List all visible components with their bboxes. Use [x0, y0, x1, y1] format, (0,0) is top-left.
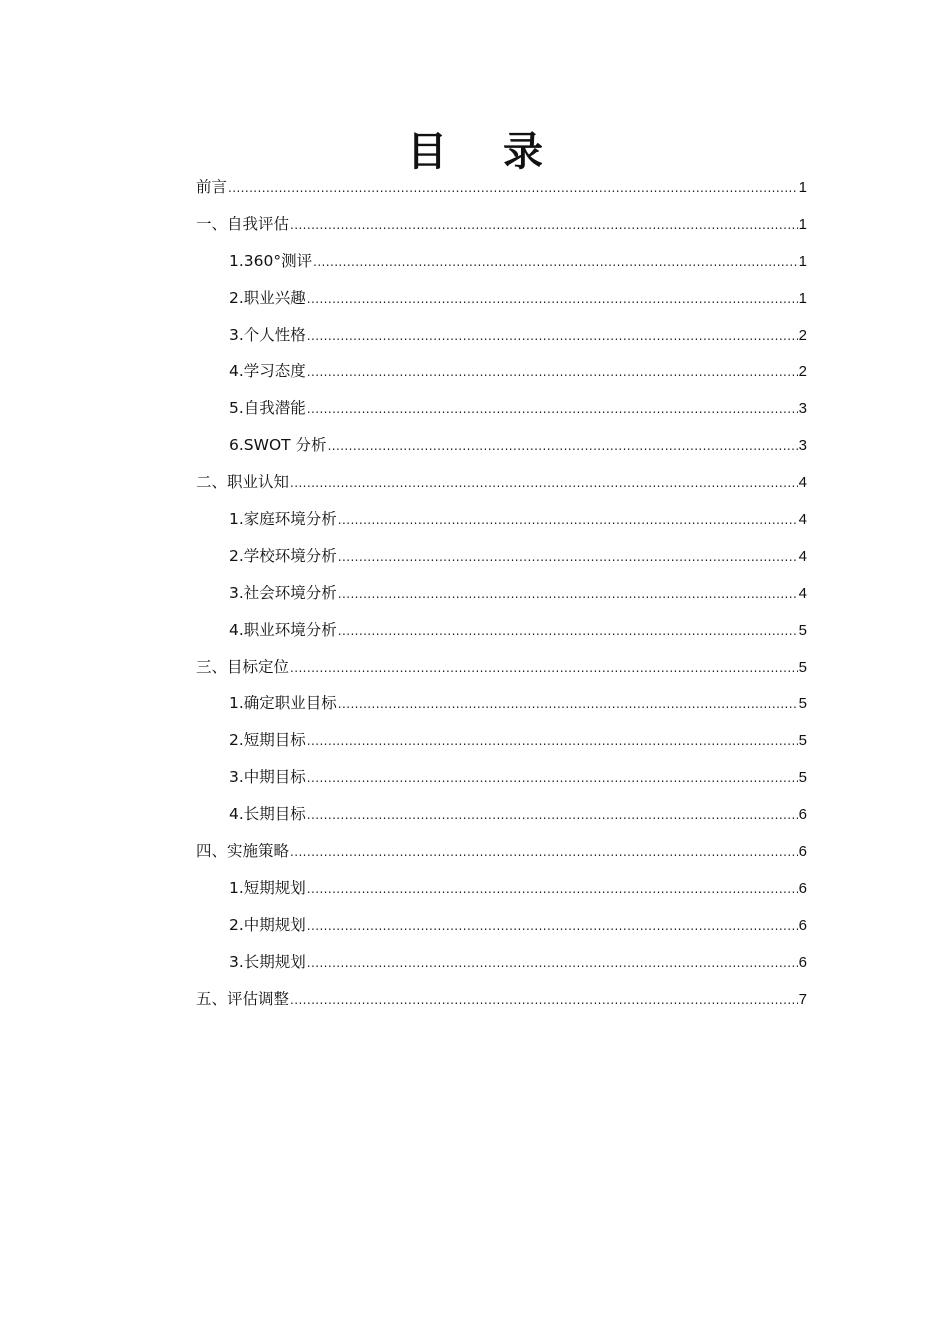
toc-dot-leader — [290, 467, 798, 499]
toc-entry-page-number: 1 — [798, 289, 807, 307]
toc-entry-section[interactable] — [196, 171, 807, 208]
toc-entry-page-number: 6 — [798, 843, 807, 861]
toc-entry-page-number: 5 — [798, 621, 807, 639]
toc-dot-leader — [328, 430, 798, 462]
toc-entry-label: 2.学校环境分析 — [229, 546, 337, 565]
toc-entry-page-number: 6 — [798, 879, 807, 897]
toc-entry-subsection[interactable] — [196, 872, 807, 909]
toc-entry-label: 前言 — [196, 178, 228, 196]
toc-entry-page-number: 5 — [798, 769, 807, 787]
toc-dot-leader — [307, 910, 798, 942]
toc-entry-page-number: 2 — [798, 363, 807, 381]
toc-entry-subsection[interactable] — [196, 946, 807, 983]
toc-list — [196, 171, 807, 1019]
toc-title-char-1: 目 — [407, 128, 447, 175]
toc-dot-leader — [338, 504, 798, 536]
toc-entry-label: 1.家庭环境分析 — [229, 510, 337, 529]
toc-dot-leader — [290, 984, 798, 1016]
toc-entry-label: 1.确定职业目标 — [229, 694, 337, 713]
toc-entry-label: 1.360°测评 — [229, 251, 313, 270]
toc-entry-page-number: 5 — [798, 732, 807, 750]
toc-entry-label: 2.短期目标 — [229, 731, 306, 750]
toc-entry-section[interactable] — [196, 835, 807, 872]
toc-dot-leader — [307, 725, 798, 757]
toc-title-char-2: 录 — [503, 128, 543, 175]
toc-entry-page-number: 4 — [798, 474, 807, 492]
toc-entry-label: 一、自我评估 — [196, 214, 290, 233]
toc-entry-label: 3.社会环境分析 — [229, 583, 337, 602]
toc-entry-section[interactable] — [196, 466, 807, 503]
toc-dot-leader — [307, 873, 798, 905]
toc-entry-page-number: 6 — [798, 806, 807, 824]
toc-dot-leader — [338, 541, 798, 573]
toc-dot-leader — [338, 615, 798, 647]
toc-dot-leader — [307, 762, 798, 794]
toc-entry-subsection[interactable] — [196, 429, 807, 466]
toc-entry-label: 2.中期规划 — [229, 915, 306, 934]
toc-dot-leader — [338, 688, 798, 720]
toc-entry-page-number: 1 — [798, 252, 807, 270]
toc-entry-page-number: 7 — [798, 990, 807, 1008]
toc-entry-label: 3.中期目标 — [229, 768, 306, 787]
toc-entry-subsection[interactable] — [196, 540, 807, 577]
toc-entry-page-number: 3 — [798, 437, 807, 455]
toc-entry-page-number: 5 — [798, 695, 807, 713]
toc-dot-leader — [307, 393, 798, 425]
toc-entry-section[interactable] — [196, 208, 807, 245]
toc-entry-page-number: 4 — [798, 511, 807, 529]
toc-entry-label: 4.学习态度 — [229, 362, 306, 381]
toc-entry-section[interactable] — [196, 983, 807, 1020]
toc-dot-leader — [290, 836, 798, 868]
toc-entry-subsection[interactable] — [196, 687, 807, 724]
toc-entry-page-number: 6 — [798, 953, 807, 971]
toc-entry-page-number: 4 — [798, 547, 807, 565]
toc-entry-label: 4.长期目标 — [229, 805, 306, 824]
toc-entry-label: 2.职业兴趣 — [229, 288, 306, 307]
toc-entry-page-number: 6 — [798, 916, 807, 934]
toc-entry-page-number: 2 — [798, 326, 807, 344]
toc-entry-subsection[interactable] — [196, 245, 807, 282]
toc-entry-label: 3.长期规划 — [229, 952, 306, 971]
toc-entry-label: 三、目标定位 — [196, 657, 290, 676]
toc-entry-page-number: 1 — [798, 215, 807, 233]
toc-entry-subsection[interactable] — [196, 503, 807, 540]
toc-entry-subsection[interactable] — [196, 798, 807, 835]
toc-dot-leader — [307, 799, 798, 831]
toc-entry-subsection[interactable] — [196, 761, 807, 798]
toc-entry-subsection[interactable] — [196, 909, 807, 946]
toc-entry-label: 二、职业认知 — [196, 473, 290, 492]
toc-dot-leader — [307, 947, 798, 979]
toc-entry-page-number: 5 — [798, 658, 807, 676]
toc-entry-section[interactable] — [196, 651, 807, 688]
toc-entry-subsection[interactable] — [196, 614, 807, 651]
toc-dot-leader — [307, 356, 798, 388]
toc-dot-leader — [338, 578, 798, 610]
toc-entry-subsection[interactable] — [196, 577, 807, 614]
toc-dot-leader — [313, 246, 798, 278]
toc-entry-label: 4.职业环境分析 — [229, 620, 337, 639]
toc-entry-label: 5.自我潜能 — [229, 399, 306, 418]
toc-dot-leader — [307, 283, 798, 315]
toc-entry-subsection[interactable] — [196, 319, 807, 356]
toc-entry-label: 四、实施策略 — [196, 842, 290, 861]
toc-entry-label: 五、评估调整 — [196, 989, 290, 1008]
toc-entry-label: 6.SWOT 分析 — [229, 436, 327, 455]
toc-entry-page-number: 4 — [798, 584, 807, 602]
toc-entry-subsection[interactable] — [196, 282, 807, 319]
toc-entry-subsection[interactable] — [196, 724, 807, 761]
toc-entry-page-number: 3 — [798, 400, 807, 418]
toc-dot-leader — [290, 209, 798, 241]
toc-entry-subsection[interactable] — [196, 392, 807, 429]
toc-dot-leader — [307, 320, 798, 352]
toc-entry-label: 3.个人性格 — [229, 325, 306, 344]
toc-dot-leader — [228, 172, 798, 204]
toc-entry-label: 1.短期规划 — [229, 878, 306, 897]
toc-entry-subsection[interactable] — [196, 355, 807, 392]
toc-dot-leader — [290, 652, 798, 684]
toc-entry-page-number: 1 — [798, 179, 807, 196]
